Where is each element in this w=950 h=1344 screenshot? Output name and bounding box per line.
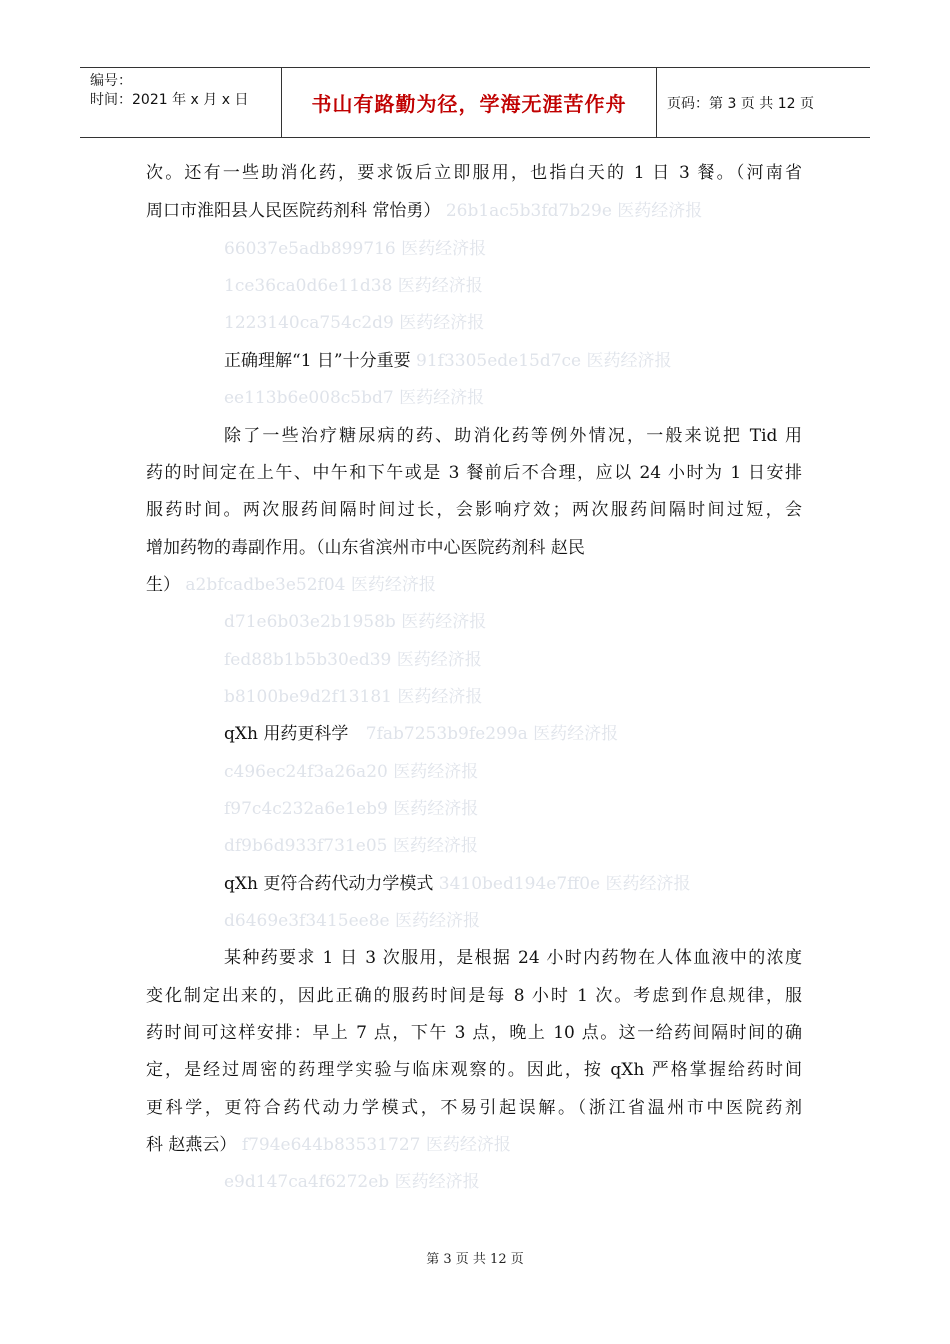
author-credit: 生） (146, 575, 180, 595)
watermark-text: ee113b6e008c5bd7 医药经济报 (224, 388, 485, 408)
header-table (80, 67, 870, 138)
author-credit: 周口市淮阳县人民医院药剂科 常怡勇） (146, 201, 441, 221)
motto-cell (282, 68, 657, 137)
paragraph-line: 定，是经过周密的药理学实验与临床观察的。因此，按 qXh 严格掌握给药时间 (146, 1060, 802, 1080)
section-heading (224, 351, 672, 371)
watermark-text: 91f3305ede15d7ce 医药经济报 (416, 351, 672, 371)
number-label: 编号： (90, 73, 132, 89)
watermark-text: b8100be9d2f13181 医药经济报 (224, 687, 483, 707)
watermark-text: 66037e5adb899716 医药经济报 (224, 239, 487, 259)
paragraph-line: 更科学，更符合药代动力学模式，不易引起误解。（浙江省温州市中医院药剂 (146, 1098, 802, 1118)
section-heading (224, 724, 618, 744)
watermark-text: 1ce36ca0d6e11d38 医药经济报 (224, 276, 483, 296)
watermark-text: 26b1ac5b3fd7b29e 医药经济报 (445, 201, 703, 221)
watermark-text: c496ec24f3a26a20 医药经济报 (224, 762, 479, 782)
page-label: 页码：第 3 页 共 12 页 (667, 95, 814, 112)
watermark-text: f97c4c232a6e1eb9 医药经济报 (224, 799, 479, 819)
heading-text: qXh 更符合药代动力学模式 (224, 874, 434, 894)
section-heading (224, 874, 691, 894)
watermark-text: f794e644b83531727 医药经济报 (241, 1135, 511, 1155)
watermark-text: df9b6d933f731e05 医药经济报 (224, 836, 478, 856)
paragraph-line: 增加药物的毒副作用。（山东省滨州市中心医院药剂科 赵民 (146, 538, 585, 558)
watermark-text: 1223140ca754c2d9 医药经济报 (224, 313, 485, 333)
paragraph-line: 服药时间。两次服药间隔时间过长，会影响疗效；两次服药间隔时间过短，会 (146, 500, 802, 520)
author-credit: 科 赵燕云） (146, 1135, 237, 1155)
paragraph-line (146, 201, 702, 221)
footer-page-number: 第 3 页 共 12 页 (426, 1252, 524, 1267)
header-meta-cell (80, 68, 282, 137)
heading-text: 正确理解“1 日”十分重要 (224, 351, 411, 371)
watermark-text: 7fab7253b9fe299a 医药经济报 (365, 724, 619, 744)
watermark-text: 3410bed194e7ff0e 医药经济报 (438, 874, 691, 894)
paragraph-line: 除了一些治疗糖尿病的药、助消化药等例外情况，一般来说把 Tid 用 (224, 426, 802, 446)
paragraph-line: 变化制定出来的，因此正确的服药时间是每 8 小时 1 次。考虑到作息规律，服 (146, 986, 802, 1006)
paragraph-line: 药的时间定在上午、中午和下午或是 3 餐前后不合理，应以 24 小时为 1 日安排 (146, 463, 802, 483)
watermark-text: e9d147ca4f6272eb 医药经济报 (224, 1172, 480, 1192)
watermark-text: d6469e3f3415ee8e 医药经济报 (224, 911, 480, 931)
paragraph-line: 药时间可这样安排：早上 7 点，下午 3 点，晚上 10 点。这一给药间隔时间的确 (146, 1023, 802, 1043)
page-footer (0, 1248, 950, 1267)
heading-text: qXh 用药更科学 (224, 724, 349, 744)
date-label: 时间：2021 年 x 月 x 日 (90, 92, 249, 108)
paragraph-line (146, 1135, 511, 1155)
paragraph-line (146, 575, 436, 595)
motto: 书山有路勤为径，学海无涯苦作舟 (311, 92, 627, 116)
paragraph-line: 次。还有一些助消化药，要求饭后立即服用，也指白天的 1 日 3 餐。（河南省 (146, 163, 802, 183)
paragraph-line: 某种药要求 1 日 3 次服用，是根据 24 小时内药物在人体血液中的浓度 (224, 948, 802, 968)
watermark-text: d71e6b03e2b1958b 医药经济报 (224, 612, 487, 632)
page-label-cell (657, 68, 870, 137)
watermark-text: a2bfcadbe3e52f04 医药经济报 (185, 575, 436, 595)
watermark-text: fed88b1b5b30ed39 医药经济报 (224, 650, 482, 670)
